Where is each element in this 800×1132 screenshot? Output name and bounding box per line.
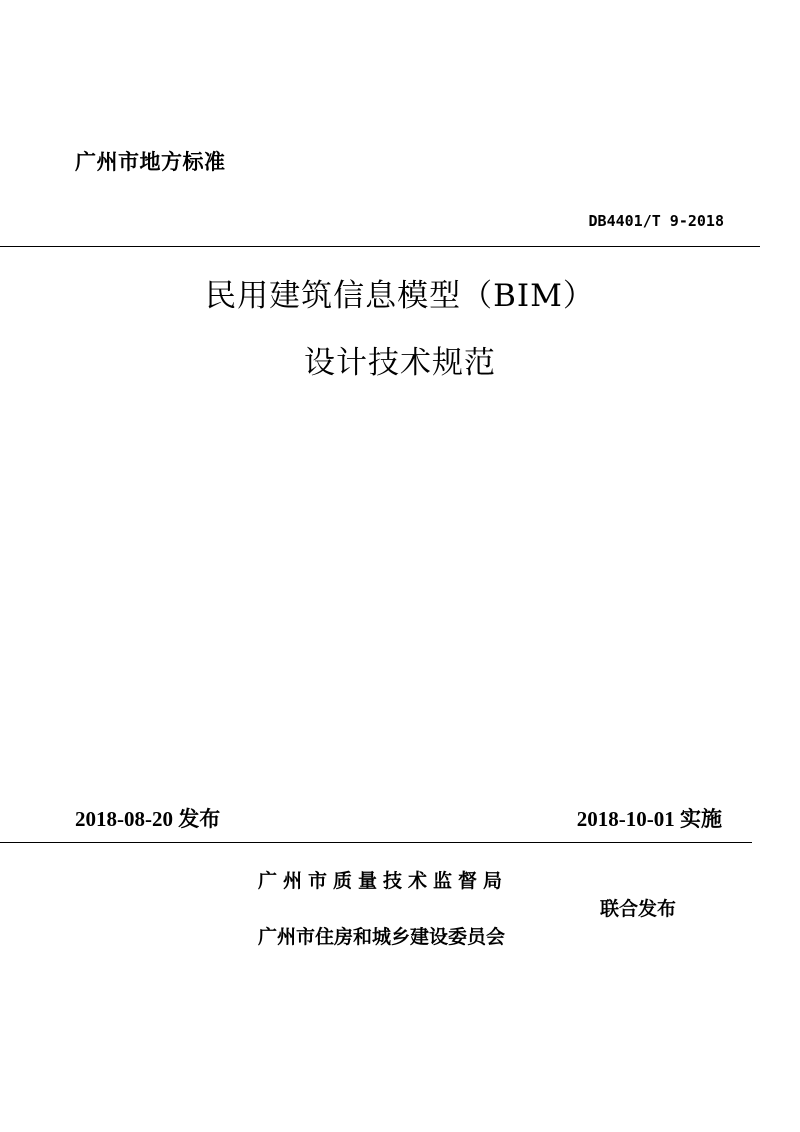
publish-date: 2018-08-20 发布 bbox=[75, 807, 221, 831]
document-title-line-1: 民用建筑信息模型（BIM） bbox=[205, 278, 595, 314]
effective-date: 2018-10-01 实施 bbox=[576, 807, 722, 831]
standard-number: DB4401/T 9-2018 bbox=[588, 212, 724, 230]
document-title-line-2: 设计技术规范 bbox=[304, 345, 496, 381]
issuer-quality-bureau: 广州市质量技术监督局 bbox=[258, 870, 509, 892]
bottom-divider bbox=[0, 842, 752, 843]
standard-category: 广州市地方标准 bbox=[75, 149, 226, 174]
issuer-housing-committee: 广州市住房和城乡建设委员会 bbox=[258, 926, 506, 948]
top-divider bbox=[0, 246, 760, 247]
joint-release-label: 联合发布 bbox=[600, 898, 677, 920]
